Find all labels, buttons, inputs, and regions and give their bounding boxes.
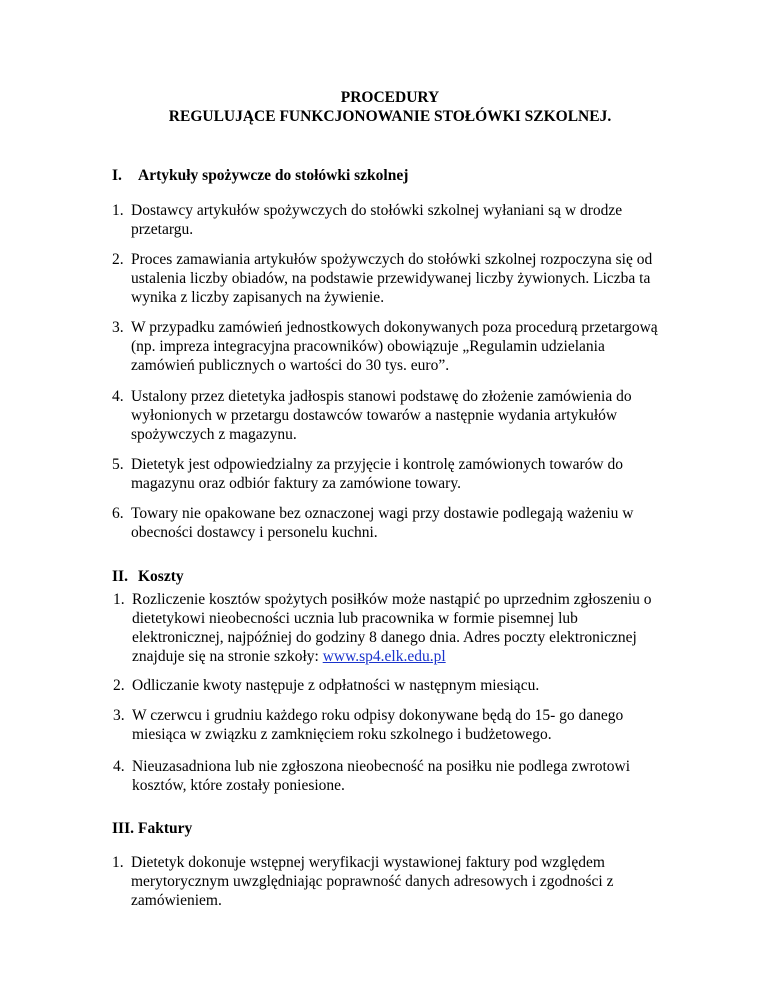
section-heading-3 <box>112 819 192 838</box>
item-number: 3. <box>112 319 124 336</box>
list-item <box>112 201 672 239</box>
item-number: 5. <box>112 456 124 473</box>
list-item <box>112 853 672 910</box>
section-number: I. <box>112 167 122 184</box>
item-number: 4. <box>112 388 124 405</box>
item-number: 2. <box>112 251 124 268</box>
item-number: 2. <box>113 677 125 694</box>
list-item <box>112 706 672 744</box>
item-text: Nieuzasadniona lub nie zgłoszona nieobecność na posiłku nie podlega zwrotowi kosztów, które zostały poniesione. <box>132 758 631 794</box>
section-heading-1 <box>112 166 408 185</box>
list-item <box>112 455 672 493</box>
document-title-line-1: PROCEDURY <box>340 89 440 106</box>
section-heading-2 <box>112 567 184 586</box>
section-title: Artykuły spożywcze do stołówki szkolnej <box>138 167 409 184</box>
item-text: Dostawcy artykułów spożywczych do stołówki szkolnej wyłaniani są w drodze przetargu. <box>131 202 623 238</box>
item-text: Towary nie opakowane bez oznaczonej wagi przy dostawie podlegają ważeniu w obecności dostawcy i personelu kuchni. <box>131 505 634 541</box>
list-item <box>112 250 672 307</box>
item-text: Proces zamawiania artykułów spożywczych do stołówki szkolnej rozpoczyna się od ustalenia liczby obiadów, na podstawie przewidywanej liczby żywionych. Liczba ta wynika z liczby zapisanych na żywienie. <box>131 251 653 306</box>
item-text: Dietetyk dokonuje wstępnej weryfikacji wystawionej faktury pod względem merytorycznym uwzględniając poprawność danych adresowych i zgodności z zamówieniem. <box>131 854 614 909</box>
list-item <box>112 387 672 444</box>
list-item <box>112 590 672 666</box>
item-text: W przypadku zamówień jednostkowych dokonywanych poza procedurą przetargową (np. impreza integracyjna pracowników) obowiązuje „Regulamin udzielania zamówień publicznych o wartości do 30 tys. euro”. <box>131 319 658 374</box>
item-number: 4. <box>113 758 125 775</box>
section-number: III. <box>112 820 134 837</box>
section-title: Faktury <box>138 820 193 837</box>
list-item <box>112 676 672 695</box>
item-text: Dietetyk jest odpowiedzialny za przyjęcie i kontrolę zamówionych towarów do magazynu oraz odbiór faktury za zamówione towary. <box>131 456 623 492</box>
item-text: Ustalony przez dietetyka jadłospis stanowi podstawę do złożenie zamówienia do wyłonionych w przetargu dostawców towarów a następnie wydania artykułów spożywczych z magazynu. <box>131 388 632 443</box>
list-item <box>112 504 672 542</box>
section-number: II. <box>112 568 128 585</box>
item-number: 1. <box>113 591 125 608</box>
section-title: Koszty <box>138 568 184 585</box>
item-text: W czerwcu i grudniu każdego roku odpisy dokonywane będą do 15- go danego miesiąca w związku z zamknięciem roku szkolnego i budżetowego. <box>132 707 624 743</box>
item-text: Rozliczenie kosztów spożytych posiłków może nastąpić po uprzednim zgłoszeniu o dietetykowi nieobecności ucznia lub pracownika w formie pisemnej lub elektronicznej, najpóźniej do godziny 8 danego dnia. Adres poczty elektronicznej znajduje się na stronie szkoły: www.sp4.elk.edu.pl <box>132 591 652 665</box>
list-item <box>112 318 672 375</box>
item-number: 6. <box>112 505 124 522</box>
item-number: 3. <box>113 707 125 724</box>
item-text: Odliczanie kwoty następuje z odpłatności w następnym miesiącu. <box>132 677 540 694</box>
item-number: 1. <box>112 202 124 219</box>
school-website-link[interactable]: www.sp4.elk.edu.pl <box>322 648 446 665</box>
item-number: 1. <box>112 854 124 871</box>
document-title-line-2: REGULUJĄCE FUNKCJONOWANIE STOŁÓWKI SZKOLNEJ. <box>168 108 612 125</box>
list-item <box>112 757 672 795</box>
